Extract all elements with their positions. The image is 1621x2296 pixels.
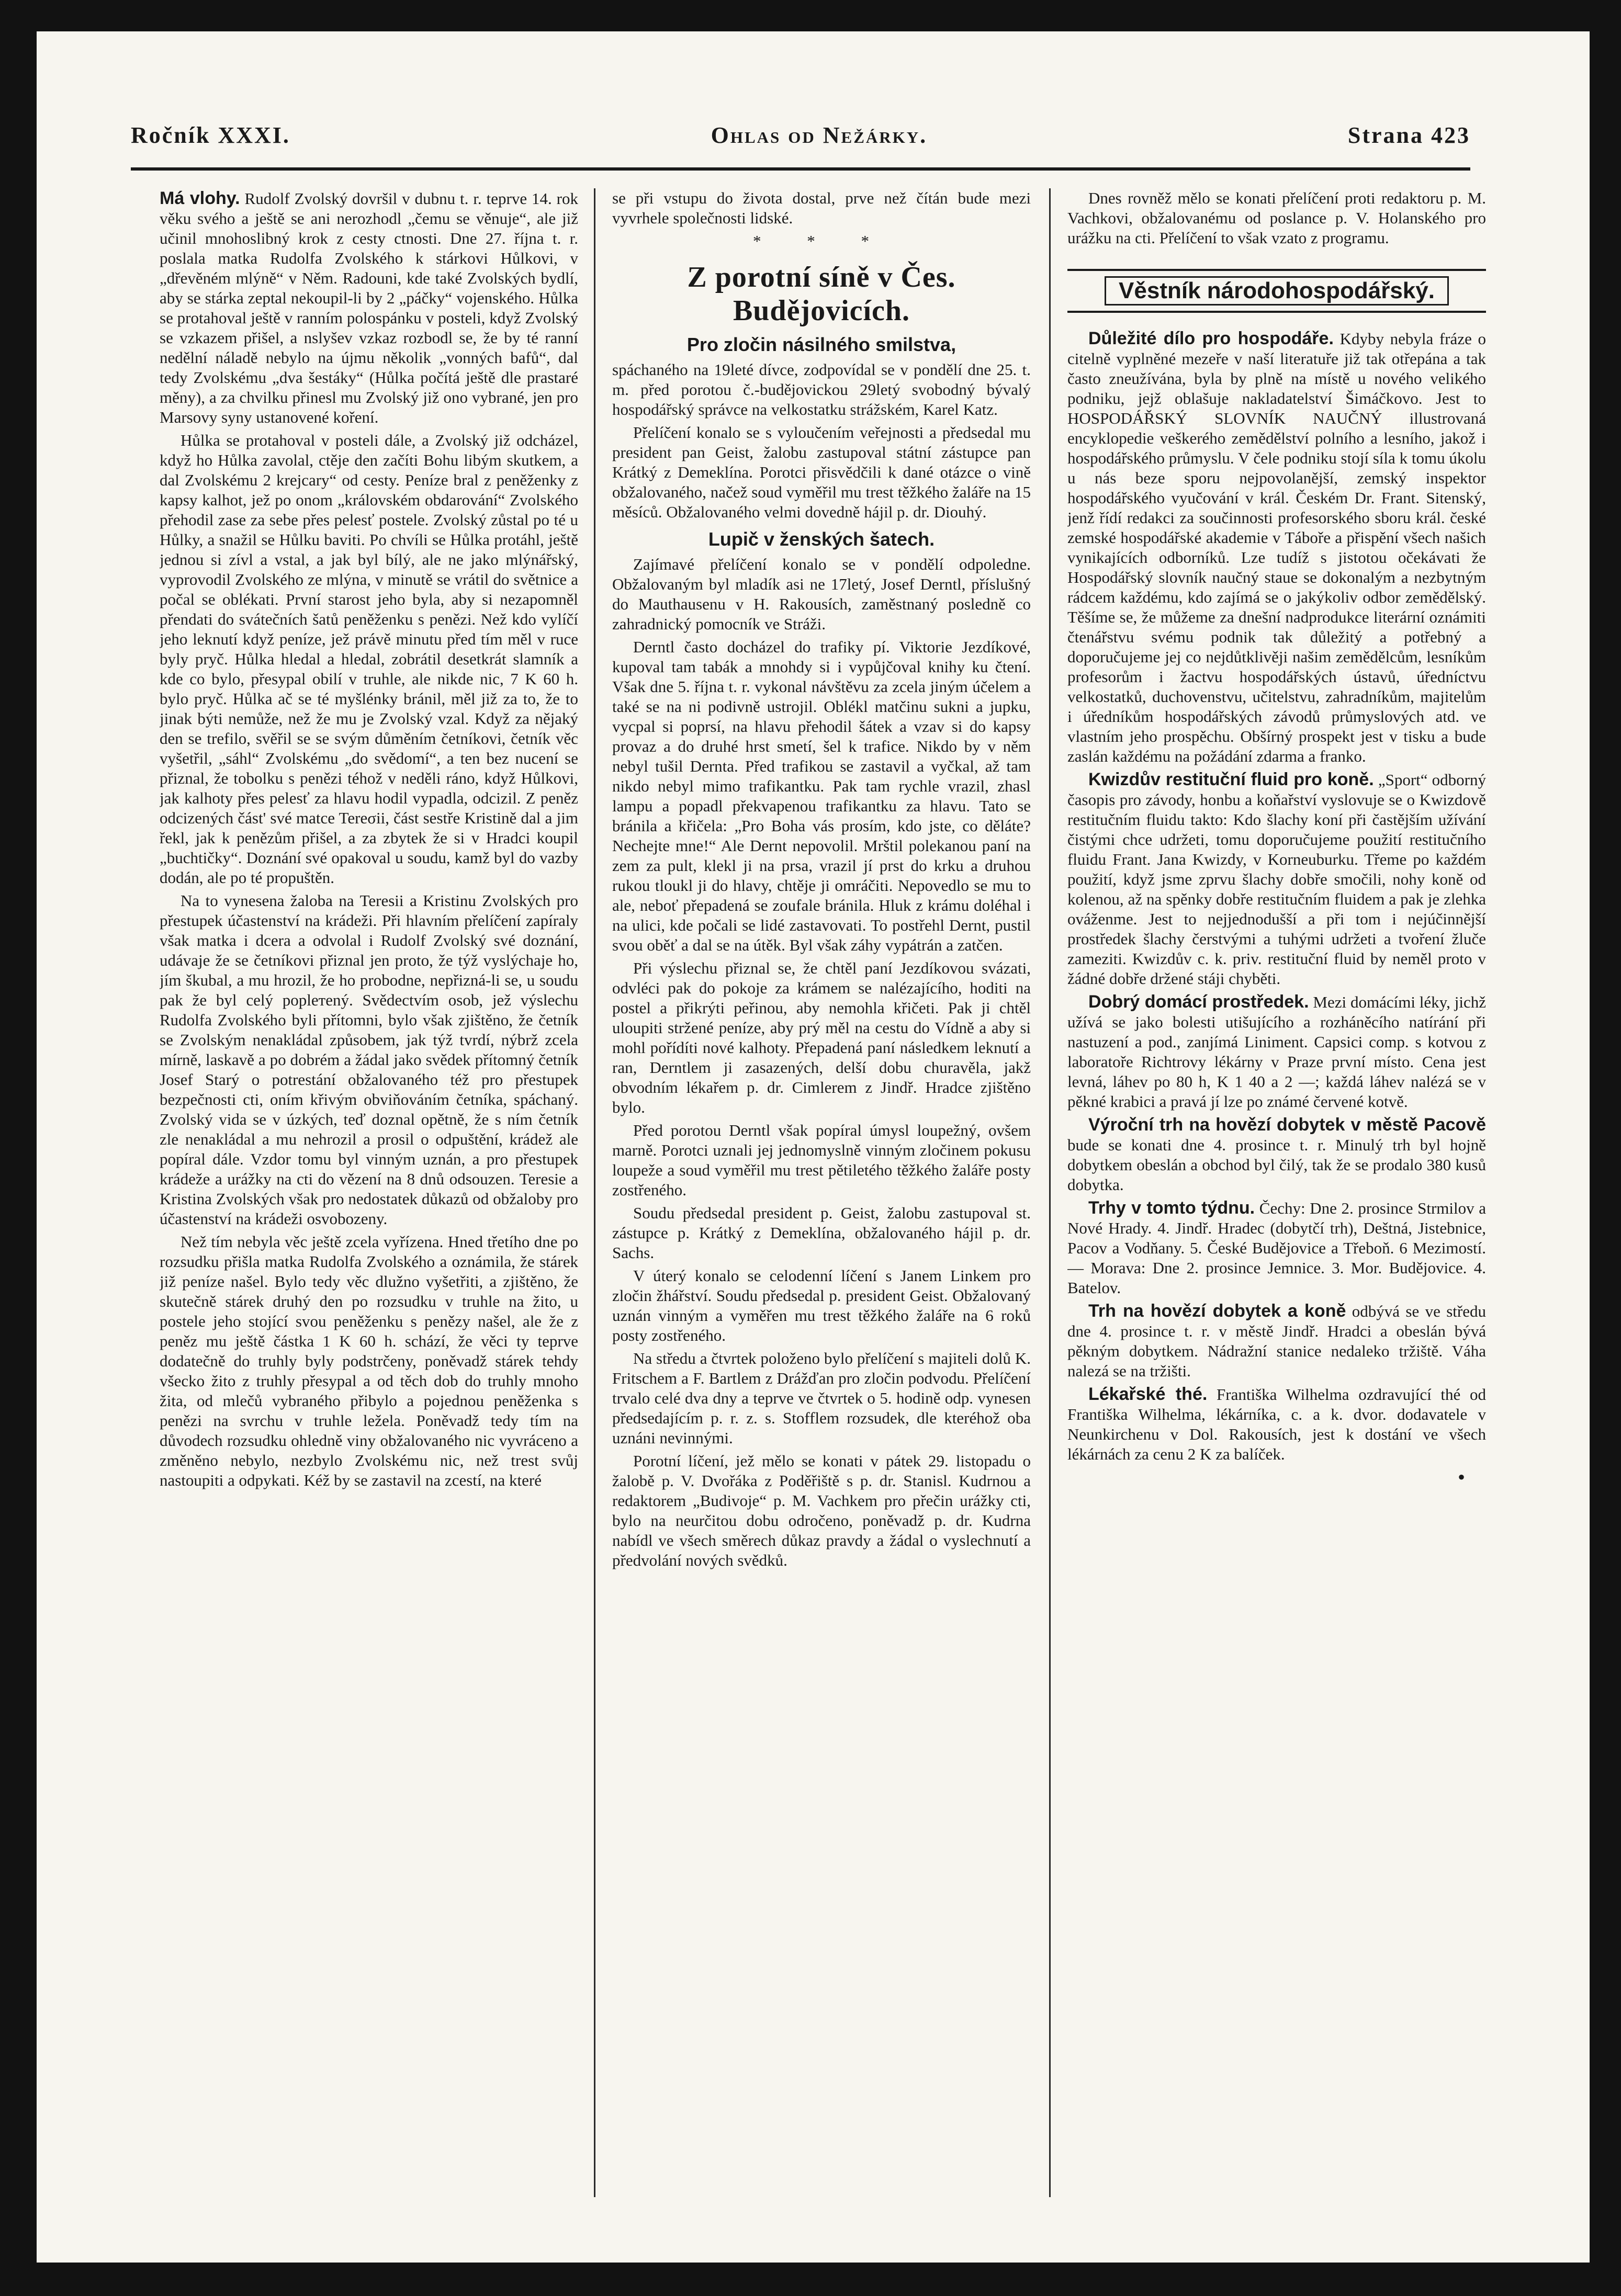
article-vlohy-p4: Než tím nebyla věc ještě zcela vyřízena. Hned třetího dne po rozsudku přišla matka Rudolfa Zvolského a oznámila, že stárek již peníze našel. Bylo tedy věc dlužno vyšetřiti, a zjištěno, že skutečně stárek druhý den po rozsudku v truhle na žito, u postele jeho stojící svou peněženku s penězy našel, ale že z peněz mu ještě částka 1 K 60 h. schází, že věci ty teprve dodatečně do truhly byly podstrčeny, poněvadž stárek tehdy všecko žito z truhly přesypal a od těch dob do truhly mnoho žita, od mlečů vybraného přibylo a pojednou peněženka s penězi na svrchu v truhle ležela. Poněvadž tedy tím na důvodech rozsudku ohledně viny obžalovaného nic vyvráceno a změněno nebylo, nezbylo Zvolskému nic, než trest svůj nastoupiti a odpykati. Kéž by se zastavil na zcestí, na které	[160, 1232, 578, 1489]
column-2	[612, 188, 1031, 2197]
section-separator: * * *	[753, 232, 890, 250]
scan-border-left	[0, 0, 37, 2296]
heading-lupic: Lupič v ženských šatech.	[708, 528, 935, 550]
item-kwizda-fluid: Kwizdův restituční fluid pro koně. „Sport“ odborný časopis pro závody, honbu a koňařství vyslovuje se o Kwizdově restitučním fluidu takto: Kdo šlachy koní při častějším užívání čistými chce udržeti, tomu doporučujeme použití restitučního fluidu Frant. Jana Kwizdy, v Korneuburku. Třeme po každém použití, když jsme zprvu šlachy dobře smočili, nohy koně od kolenou, až na spěnky dobře restitučním fluidem a pak je zlehka ováženme. Jest to nejjednodušší a při tom i nejúčinnější prostředek šlachy čerstvými a tuhými udržeti a tvoření žluče zameziti. Kwizdův c. k. priv. restituční fluid by neměl proto v žádné dobře držené stáji chyběti.	[1067, 770, 1486, 988]
page-header	[131, 109, 1470, 161]
column-1	[160, 188, 578, 2197]
article-vlohy-lead: Má vlohy.	[160, 188, 240, 208]
masthead-title: Ohlas od Nežárky.	[711, 122, 928, 148]
scan-border-right	[1590, 0, 1621, 2296]
paragraph: Porotní líčení, jež mělo se konati v pátek 29. listopadu o žalobě p. V. Dvořáka z Poděřiště s p. dr. Stanisl. Kudrnou a redaktorem „Budivoje“ p. M. Vachkem pro přečin urážky cti, bylo na neurčitou dobu odročeno, poněvadž p. dr. Kudrna nabídl ve všech směrech důkaz pravdy a žádal o vyslechnutí a předvolání nových svědků.	[612, 1452, 1031, 1569]
section-banner	[1067, 269, 1486, 313]
paragraph: Přelíčení konalo se s vyloučením veřejnosti a předsedal mu president pan Geist, žalobu zastupoval státní zástupce pan Krátký z Demeklína. Porotci přisvědčili k dané otázce o vině obžalovaného, načež soud vyměřil mu trest těžkého žaláře na 15 měsíců. Obžalovaného velmi dovedně hájil p. dr. Diouhý.	[612, 423, 1031, 521]
article-vlohy-p3: Na to vynesena žaloba na Teresii a Kristinu Zvolských pro přestupek účastenství na krádeži. Při hlavním přelíčení zapíraly však matka i dcera a odvolal i Rudolf Zvolský své doznání, udávaje že se četníkovi přiznal jen proto, že týž vyslýchaje ho, jím škubal, a mu hrozil, že ho probodne, nepřizná-li se, u soudu pak že byl celý poplетený. Svědectvím osob, jež výslechu Rudolfa Zvolského byli přítomni, bylo však zjištěno, že četník se Zvolským nenakládal způsobem, jak týž tvrdí, nýbrž zcela mírně, laskavě a po dobrém a žádal jako svědek přítomný četník Josef Starý o potrestání obžalovaného též pro přestupek bezpečnosti cti, oním křivým obviňováním četníka, spáchaný. Zvolský vida se v úzkých, teď doznal opětně, že s ním četník zle nenakládal a mu nehrozil a prosil o odpuštění, krádež ale popíral dále. Vzdor tomu byl vinným uznán, a pro přestupek krádeže a urážky na cti do vězení na 8 dnů odsouzen. Teresie a Kristina Zvolských však pro nedostatek důkazů od obžaloby pro účastenství na krádeži osvobozeny.	[160, 891, 578, 1228]
banner-title: Věstník národohospodářský.	[1105, 276, 1449, 306]
paragraph: Derntl často docházel do trafiky pí. Viktorie Jezdíkové, kupoval tam tabák a mnohdy si i vypůjčoval knihy ku čtení. Však dne 5. října t. r. vykonal návštěvu za zcela jiným účelem a také se na ni podivně ustrojil. Oblékl matčinu sukni a jupku, vycpal si poprsí, na hlavu přehodil šátek a vzav si do kapsy provaz a do druhé hrst smetí, šel k trafice. Nikdo by v něm nebyl tušil Dernta. Před trafikou se zastavil a vyčkal, až tam nikdo nebyl mimo trafikantku. Pak tam rychle vrazil, zhasl lampu a popadl překvapenou trafikantku za hlavu. Tato se bránila a křičela: „Pro Boha vás prosím, kdo jste, co děláte? Nechejte mne!“ Ale Dernt nepovolil. Mrštil polekanou paní na zem za pult, klekl ji na prsa, vrazil jí prst do krku a druhou rukou tloukl ji do hlavy, chtěje ji omráčiti. Nepovedlo se mu to ale, neboť přepadená se zoufale bránila. Hluk z krámu doléhal i na ulici, kde počali se lidé zastavovati. To postřehl Dernt, pustil svou oběť a dal se na útěk. Byl však záhy vypátrán a zatčen.	[612, 638, 1031, 954]
paragraph: Při výslechu přiznal se, že chtěl paní Jezdíkovou svázati, odvléci pak do pokoje za krámem se nalézajícího, hoditi na postel a přikrýti peřinou, aby nemohla křičeti. Pak ji chtěl uloupiti stržené peníze, aby prý měl na cestu do Vídně a aby si mohl pořídíti nové kalhoty. Přepadená paní následkem leknutí a ran, Derntlem ji zasazených, delší dobu churavěla, jakž obvodním lékařem p. dr. Cimlerem z Jindř. Hradce zjištěno bylo.	[612, 959, 1031, 1116]
item-lekarske-the: Lékařské thé. Františka Wilhelma ozdravující thé od Františka Wilhelma, lékárníka, c. a k. dvor. dodavatele v Neunkirchenu v Dol. Rakousích, jest k dostání ve všech lékárnách za cenu 2 K za balíček.	[1067, 1384, 1486, 1463]
item-domaci-prostredek: Dobrý domácí prostředek. Mezi domácími léky, jichž užívá se jako bolesti utišujícího a rozháněcího natírání při nastuzení a pod., zanjímá Liniment. Capsici comp. s kotvou z laboratoře Richtrovy lékárny v Praze první místo. Cena jest levná, láhev po 80 h, K 1 40 a 2 —; každá láhev nalézá se v pěkné krabici a pravá jí lze po známé červené kotvě.	[1067, 992, 1486, 1111]
end-mark: •	[1457, 1465, 1465, 1489]
page-number: Strana 423	[1347, 122, 1470, 148]
section-title-porotni-sin: Z porotní síně v Čes. Budějovicích.	[687, 261, 956, 327]
paragraph: spáchaného na 19leté dívce, zodpovídal se v pondělí dne 25. t. m. před porotou č.-budějovickou 29letý svobodný bývalý hospodářský správce na velkostatku strážském, Karel Katz.	[612, 360, 1031, 419]
paragraph: Zajímavé přelíčení konalo se v pondělí odpoledne. Obžalovaným byl mladík asi ne 17letý, Josef Derntl, příslušný do Mauthausenu v H. Rakousích, zaměstnaný posledně co zahradnický pomocník ve Stráži.	[612, 555, 1031, 633]
item-dulezite-dilo: Důležité dílo pro hospodáře. Kdyby nebyla fráze o citelně vyplněné mezeře v naší literatuře již tak otřepána a tak často zneužívána, byla by plně na místě u nového velikého podniku, jejž oblašuje nakladatelství Šimáčkovo. Jest to HOSPODÁŘSKÝ SLOVNÍK NAUČNÝ illustrovaná encyklopedie veškerého zemědělství polního a lesního, jakož i hospodářského průmyslu. V čele podniku stojí síla k tomu úkolu u nás beze sporu nejpovolanější, zemský inspektor hospodářského vyučování v král. Českém Dr. Frant. Sitenský, jenž řídí redakci za součinnosti profesorského sboru král. české zemské hospodářské akademie v Táboře a přispění všech našich vynikajících odborníků. Lze tudíž s jistotou očekávati že Hospodářský slovník naučný staue se dokonalým a nezbytným rádcem každému, kdo zajímá se o jakýkoliv odbor zemědělský. Těšíme se, že můžeme za dnešní nadprodukce literární oznámiti čtenářstvu svému podnik tak důležitý a potřebný a doporučujeme jej co nejdůtklivěji našim zemědělcům, lesníkům profesorům i žactvu hospodářských ústavů, úředníctvu velkostatků, duchovenstvu, učitelstvu, zahradníkům, majitelům i úředníkům hospodářských závodů průmyslových atd. ve vlastním jeho prospěchu. Obšírný prospekt jest v tisku a bude zaslán každému na požádání zdarma a franko.	[1067, 329, 1486, 765]
item-trh-pacov: Výroční trh na hovězí dobytek v městě Pacově bude se konati dne 4. prosince t. r. Minulý trh byl hojně dobytkem obeslán a obchod byl čilý, tak že se prodalo 380 kusů dobytka.	[1067, 1115, 1486, 1194]
heading-nasilne-smilstvo: Pro zločin násilného smilstva,	[686, 334, 956, 355]
paragraph: Soudu předsedal president p. Geist, žalobu zastupoval st. zástupce p. Krátký z Demeklína, obžalovaného hájil p. dr. Sachs.	[612, 1204, 1031, 1262]
item-trh-jindr-hradec: Trh na hovězí dobytek a koně odbývá se ve středu dne 4. prosince t. r. v městě Jindř. Hradci a obeslán bývá pěkným dobytkem. Nádražní stanice nedaleko tržiště. Váha nalezá se na tržišti.	[1067, 1301, 1486, 1380]
paragraph: V úterý konalo se celodenní líčení s Janem Linkem pro zločin žhářství. Soudu předsedal p. president Geist. Obžalovaný uznán vinným a vyměřen mu trest těžkého žaláře na 6 roků posty zostřeného.	[612, 1266, 1031, 1344]
scan-border-bottom	[0, 2263, 1621, 2296]
volume-label: Ročník XXXI.	[131, 122, 290, 148]
paragraph-vachek: Dnes rovněž mělo se konati přelíčení proti redaktoru p. M. Vachkovi, obžalovanému od poslance p. V. Holanského pro urážku na cti. Přelíčení to však vzato z programu.	[1067, 189, 1486, 247]
header-rule	[131, 167, 1470, 171]
column-divider-1	[594, 188, 595, 2197]
paragraph: Na středu a čtvrtek položeno bylo přelíčení s majiteli dolů K. Fritschem a F. Bartlem z Drážďan pro zločin podvodu. Přelíčení trvalo celé dva dny a teprve ve čtvrtek o 5. hodině odp. vynesen předsedajícím p. r. z. s. Stofflem rozsudek, dle kteréhož oba uznáni nevinnými.	[612, 1349, 1031, 1447]
column-divider-2	[1049, 188, 1051, 2197]
item-trhy-tydnu: Trhy v tomto týdnu. Čechy: Dne 2. prosince Strmilov a Nové Hrady. 4. Jindř. Hradec (dobytčí trh), Deštná, Jistebnice, Pacov a Vodňany. 5. České Budějovice a Třeboň. 6 Mezimostí. — Morava: Dne 2. prosince Jemnice. 3. Mor. Budějovice. 4. Batelov.	[1067, 1198, 1486, 1297]
scan-border-top	[0, 0, 1621, 31]
article-vlohy-p1: Má vlohy. Rudolf Zvolský dovršil v dubnu t. r. teprve 14. rok věku svého a ještě se ani nerozhodl „čemu se věnuje“, ale již učinil mnohoslibný krok z cesty ctnosti. Dne 27. října t. r. poslala matka Rudolfa Zvolského k stárkovi Hůlkovi, v „dřevěném mlýně“ v Něm. Radouni, kde také Zvolských bydlí, aby se stárka zeptal nekoupil-li by 2 „páčky“ vojenského. Hůlka se protahoval ještě v ranním polospánku v posteli, když Zvolský se vzkazem přišel, a nslyšev vzkaz rozbodl se, že by té ranní nedělní náladě nebylo na újmu několik „vonných bafů“, dal tedy Zvolskému „dva šestáky“ (Hůlka počítá ještě dle prastaré měny), a za chvilku přinesl mu Zvolský již ono vybrané, jen pro Marsovy syny ustanovené koření.	[160, 188, 578, 426]
article-vlohy-continuation: se při vstupu do života dostal, prve než čítán bude mezi vyvrhele společnosti lidské.	[612, 189, 1031, 227]
article-vlohy-p2: Hůlka se protahoval v posteli dále, a Zvolský již odcházel, když ho Hůlka zavolal, ctěje den začíti Bohu libým skutkem, a dal Zvolskému 2 krejcary“ od cesty. Peníze bral z peněženky z kapsy kalhot, jež po onom „královském obdarování“ Zvolského přehodil zase za sebe přes pelesť postele. Zvolský zůstal po té u Hůlky, a snažil se Hůlku baviti. Po chvíli se Hůlka protáhl, ještě jednou si zívl a vstal, a jak byl bílý, ale ne jako mlýnářský, vyprovodil Zvolského ze mlýna, v minutě se vrátil do světnice a počal se oblékati. První starost jeho byla, aby si nezapomněl přendati do svátečních šatů peněženku s penězi. Než kdo vylíčí jeho leknutí když peníze, jež právě minutu před tím měl v ruce byly pryč. Hůlka hledal a hledal, zobrátil desetkrát slamník a kde co bylo, přesypal obilí v truhle, ale nikde nic, 7 K 60 h. bylo pryč. Hůlka ač se té myšlénky bránil, měl již za to, že to jinak býti nemůže, než že mu je Zvolský vzal. Když za nějaký den se trefilo, svěřil se se svým důměním četníkovi, četník věc vyšetřil, „sáhl“ Zvolskému „do svědomí“, a ten bez nucení se přiznal, že tobolku s penězi téhož v neděli ráno, když Hůlkovi, jak kalhoty přes pelesť za hlavu hodil vypadla, odcizil. Z peněz odcizených část' své matce Tereσii, část sestře Kristině dal a jim řekl, jak k penězům přišel, a za zbytek že si v Hradci koupil „buchtičky“. Doznání své opakoval u soudu, kamž byl do vazby dodán, ale po té propuštěn.	[160, 431, 578, 887]
column-3	[1067, 188, 1486, 2197]
paragraph: Před porotou Derntl však popíral úmysl loupežný, ovšem marně. Porotci uznali jej jednomyslně vinným zločinem pokusu loupeže a soud vyměřil mu trest pětiletého těžkého žaláře posty zostřeného.	[612, 1121, 1031, 1199]
